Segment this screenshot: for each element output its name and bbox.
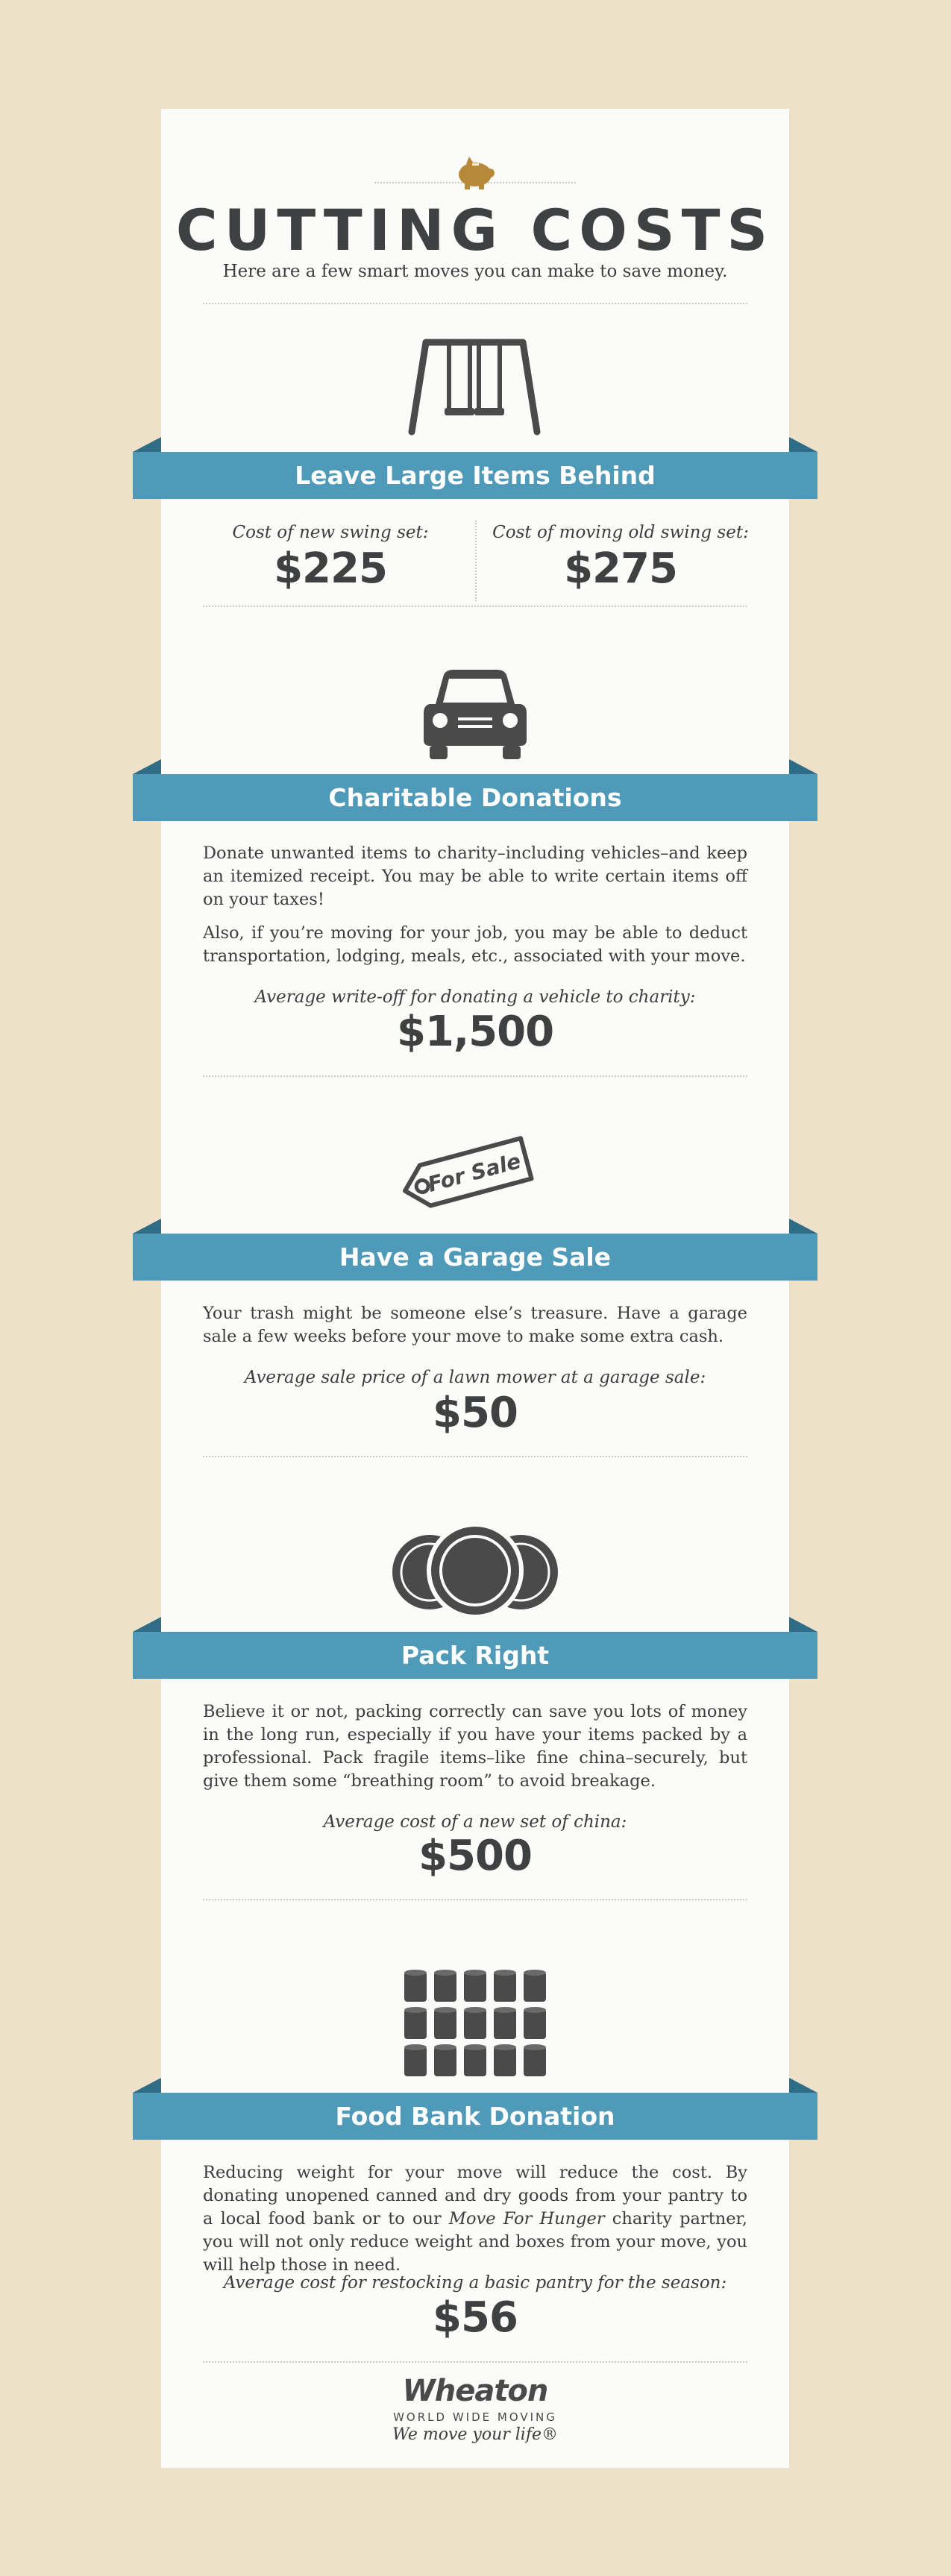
stat-label-pantry: Average cost for restocking a basic pantry for the season:	[223, 2273, 727, 2293]
section-divider	[203, 2361, 747, 2363]
stat-label-china: Average cost of a new set of china:	[323, 1812, 627, 1832]
can-shape	[494, 2044, 516, 2076]
stat-label-vehicle-write-off: Average write-off for donating a vehicle to charity:	[254, 987, 696, 1007]
stat-value-lawn-mower: $50	[433, 1389, 518, 1437]
stat-label-lawn-mower: Average sale price of a lawn mower at a garage sale:	[244, 1368, 706, 1387]
section-heading: Leave Large Items Behind	[295, 461, 656, 490]
body-paragraph: Reducing weight for your move will reduce the cost. By donating unopened canned and dry goods from your pantry to a local food bank or to our Move For Hunger charity partner, you will not only reduce weight and boxes from your move, you will help those in need.	[203, 2163, 747, 2275]
stat-value-moving-swing-set: $275	[564, 544, 677, 593]
banner-food-bank	[133, 2093, 817, 2140]
section-divider	[203, 1456, 747, 1457]
stat-label-new-swing-set: Cost of new swing set:	[232, 523, 429, 542]
plates-icon	[391, 1526, 559, 1615]
can-shape	[434, 2007, 456, 2039]
section-heading: Have a Garage Sale	[339, 1243, 612, 1272]
stat-value-pantry: $56	[433, 2293, 518, 2342]
stat-value-new-swing-set: $225	[274, 544, 387, 593]
banner-pack-right	[133, 1632, 817, 1679]
stat-value-vehicle-write-off: $1,500	[396, 1008, 554, 1056]
swing-set-icon	[407, 336, 542, 437]
stat-label-moving-swing-set: Cost of moving old swing set:	[492, 523, 749, 542]
can-shape	[404, 2007, 427, 2039]
section-divider	[203, 1075, 747, 1077]
piggy-bank-icon	[453, 154, 498, 191]
canned-goods-icon	[404, 1969, 546, 2081]
can-shape	[434, 2044, 456, 2076]
can-shape	[434, 1970, 456, 2002]
stat-value-china: $500	[418, 1832, 532, 1880]
brand-tagline: We move your life®	[392, 2425, 558, 2444]
body-paragraph: Also, if you’re moving for your job, you may be able to deduct transportation, lodging, meals, etc., associated with your move.	[203, 923, 747, 966]
body-paragraph: Believe it or not, packing correctly can save you lots of money in the long run, especially if you have your items packed by a professional. Pack fragile items–like fine china–securely, but give them some “breathing room” to avoid breakage.	[203, 1702, 747, 1791]
can-shape	[464, 1970, 486, 2002]
section-divider	[203, 303, 747, 304]
can-shape	[404, 2044, 427, 2076]
section-heading: Food Bank Donation	[335, 2102, 615, 2131]
brand-subtitle: WORLD WIDE MOVING	[393, 2410, 557, 2424]
can-shape	[404, 1970, 427, 2002]
banner-charitable-donations	[133, 774, 817, 821]
can-shape	[464, 2007, 486, 2039]
can-shape	[464, 2044, 486, 2076]
can-shape	[494, 1970, 516, 2002]
tag-text: For Sale	[425, 1148, 524, 1197]
brand-logo: Wheaton	[402, 2374, 548, 2408]
body-paragraph: Your trash might be someone else’s treasure. Have a garage sale a few weeks before your move to make some extra cash.	[203, 1304, 747, 1346]
car-icon	[422, 668, 528, 759]
can-shape	[524, 2007, 546, 2039]
for-sale-tag-icon	[394, 1131, 543, 1216]
section-divider	[203, 1899, 747, 1900]
can-shape	[524, 1970, 546, 2002]
page-subtitle: Here are a few smart moves you can make to save money.	[222, 262, 728, 281]
section-divider	[203, 606, 747, 607]
section-heading: Pack Right	[401, 1641, 550, 1670]
body-paragraph: Donate unwanted items to charity–including vehicles–and keep an itemized receipt. You may be able to write certain items off on your taxes!	[203, 844, 747, 909]
section-heading: Charitable Donations	[328, 783, 622, 812]
can-shape	[524, 2044, 546, 2076]
banner-leave-large-items	[133, 452, 817, 499]
banner-garage-sale	[133, 1234, 817, 1281]
infographic-card	[161, 109, 789, 2468]
page-title: CUTTING COSTS	[175, 197, 775, 263]
can-shape	[494, 2007, 516, 2039]
